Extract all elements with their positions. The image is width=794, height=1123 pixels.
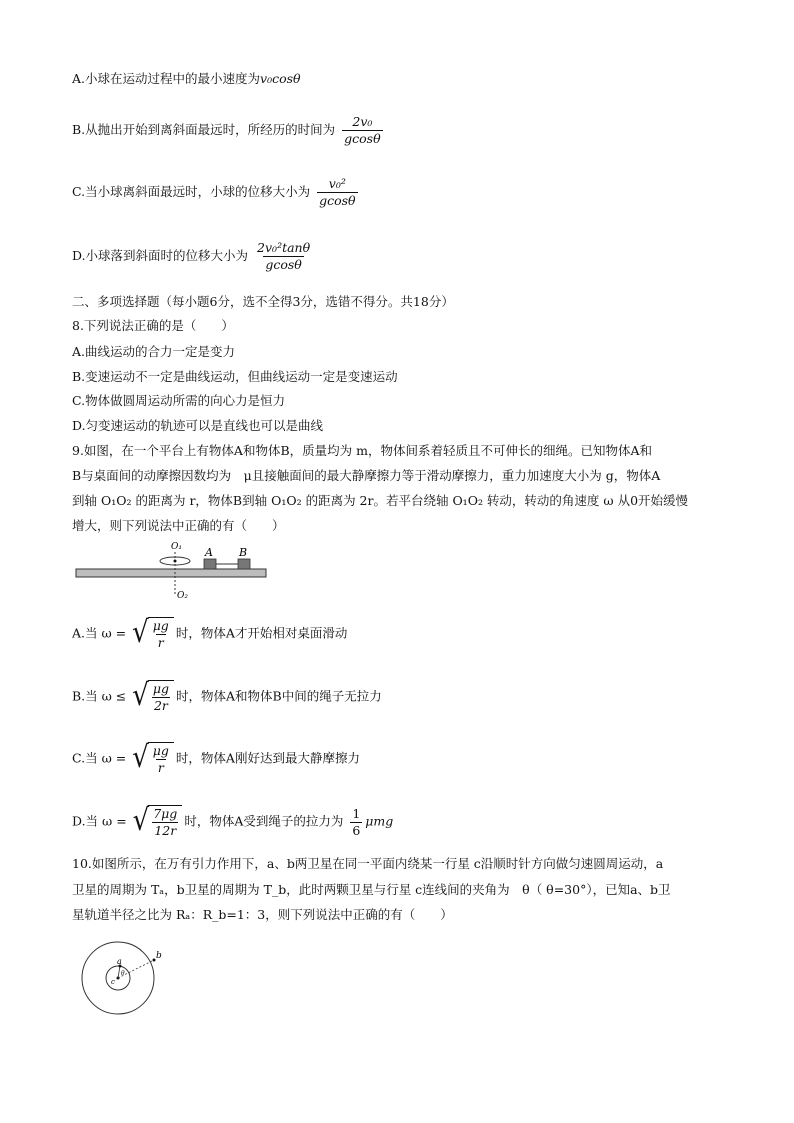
label-theta: θ (121, 970, 125, 977)
q8-option-c[interactable]: C.物体做圆周运动所需的向心力是恒力 (72, 393, 286, 408)
fraction-numerator: 1 (352, 805, 361, 821)
q9-option-c-post: 时，物体A刚好达到最大静摩擦力 (175, 750, 360, 766)
fraction-denominator: 12r (154, 823, 177, 838)
q7-option-b-text: B.从抛出开始到离斜面最远时，所经历的时间为 (72, 122, 336, 137)
q9-option-a-post: 时，物体A才开始相对桌面滑动 (175, 625, 348, 641)
label-a: a (117, 957, 122, 966)
q10-stem-line-3: 星轨道半径之比为 Rₐ：R_b=1：3，则下列说法中正确的有（ ） (72, 907, 453, 922)
q9-stem-line-3: 到轴 O₁O₂ 的距离为 r，物体B到轴 O₁O₂ 的距离为 2r。若平台绕轴 O₁O₂ 转动，转动的角速度 ω 从0开始缓慢 (72, 493, 689, 508)
fraction-numerator: 2v₀ (352, 114, 373, 129)
fraction-denominator: r (157, 760, 164, 775)
q7-option-c[interactable] (72, 176, 361, 209)
q10-stem-line-2: 卫星的周期为 Tₐ，b卫星的周期为 T_b，此时两颗卫星与行星 c连线间的夹角为 θ（ θ=30°），已知a、b卫 (72, 882, 671, 897)
q9-option-d-pre: D.当 ω = (72, 813, 127, 829)
fraction-numerator: μg (152, 618, 169, 633)
q9-option-b[interactable] (72, 680, 382, 714)
section-heading: 二、多项选择题（每小题6分，选不全得3分，选错不得分。共18分） (72, 294, 454, 309)
label-b: B (239, 546, 248, 559)
label-a: A (205, 546, 213, 559)
q7-option-b-fraction (342, 114, 382, 147)
fraction-numerator: μg (152, 681, 169, 696)
axis-point (174, 560, 177, 563)
platform (76, 569, 266, 577)
q10-stem-line-1: 10.如图所示，在万有引力作用下，a、b两卫星在同一平面内绕某一行星 c沿顺时针方向做匀速圆周运动，a (72, 856, 664, 871)
q9-option-c-pre: C.当 ω = (72, 750, 127, 766)
fraction-numerator: 2v₀²tanθ (257, 240, 311, 255)
q8-option-a[interactable]: A.曲线运动的合力一定是变力 (72, 344, 236, 359)
satellite-orbits-diagram (72, 938, 172, 1022)
label-c: c (111, 978, 115, 986)
fraction-denominator: gcosθ (319, 193, 356, 208)
q8-option-b[interactable]: B.变速运动不一定是曲线运动，但曲线运动一定是变速运动 (72, 369, 398, 384)
q9-stem-line-1: 9.如图，在一个平台上有物体A和物体B，质量均为 m，物体间系着轻质且不可伸长的细绳。已知物体A和 (72, 443, 652, 458)
q7-option-d-fraction (255, 240, 312, 273)
label-o2: O₂ (177, 591, 188, 601)
fraction-denominator: r (157, 635, 164, 650)
q9-option-d-tail: μmg (365, 813, 394, 829)
sqrt-expression: √ $\frac{\mu g}{r}$ (132, 617, 174, 651)
q7-option-b[interactable] (72, 114, 386, 147)
q9-option-b-post: 时，物体A和物体B中间的绳子无拉力 (175, 688, 382, 704)
label-o1: O₁ (171, 542, 182, 552)
q7-option-c-fraction (317, 176, 357, 209)
q8-stem: 8.下列说法正确的是（ ） (72, 318, 234, 333)
q7-option-c-text: C.当小球离斜面最远时，小球的位移大小为 (72, 184, 311, 199)
q7-option-a-text: A.小球在运动过程中的最小速度为 (72, 71, 261, 86)
q9-stem-line-2: B与桌面间的动摩擦因数均为 μ且接触面间的最大静摩擦力等于滑动摩擦力，重力加速度大小为 g，物体A (72, 468, 661, 483)
rotating-platform-diagram (70, 538, 280, 602)
q9-stem-line-4: 增大，则下列说法中正确的有（ ） (72, 518, 285, 533)
fraction-denominator: gcosθ (265, 257, 302, 272)
sqrt-expression: √ $\frac{\mu g}{r}$ (132, 742, 174, 776)
q9-option-c[interactable] (72, 742, 360, 776)
q7-option-d[interactable] (72, 240, 315, 273)
q9-option-a[interactable] (72, 617, 347, 651)
line-c-to-a (118, 966, 120, 978)
fraction-denominator: gcosθ (344, 131, 381, 146)
q7-option-a[interactable] (72, 70, 301, 88)
sqrt-expression: √ $\frac{\mu g}{2r}$ (132, 680, 174, 714)
block-b (238, 559, 250, 569)
q9-option-d[interactable] (72, 805, 393, 839)
q7-option-a-expr: v₀cosθ (260, 71, 301, 86)
fraction-numerator: v₀² (328, 176, 346, 191)
q9-option-d-post: 时，物体A受到绳子的拉力为 (184, 813, 344, 829)
fraction-denominator: 2r (153, 698, 168, 713)
one-sixth-fraction (350, 806, 362, 839)
q9-option-a-pre: A.当 ω = (72, 625, 127, 641)
q9-option-b-pre: B.当 ω ≤ (72, 688, 127, 704)
label-b: b (156, 951, 162, 961)
q8-option-d[interactable]: D.匀变速运动的轨迹可以是直线也可以是曲线 (72, 418, 324, 433)
fraction-denominator: 6 (352, 822, 361, 838)
q7-option-d-text: D.小球落到斜面时的位移大小为 (72, 248, 249, 263)
fraction-numerator: 7μg (153, 806, 178, 821)
fraction-numerator: μg (152, 743, 169, 758)
block-a (204, 559, 216, 569)
sqrt-expression: √ $\frac{7\mu g}{12r}$ (133, 805, 183, 839)
